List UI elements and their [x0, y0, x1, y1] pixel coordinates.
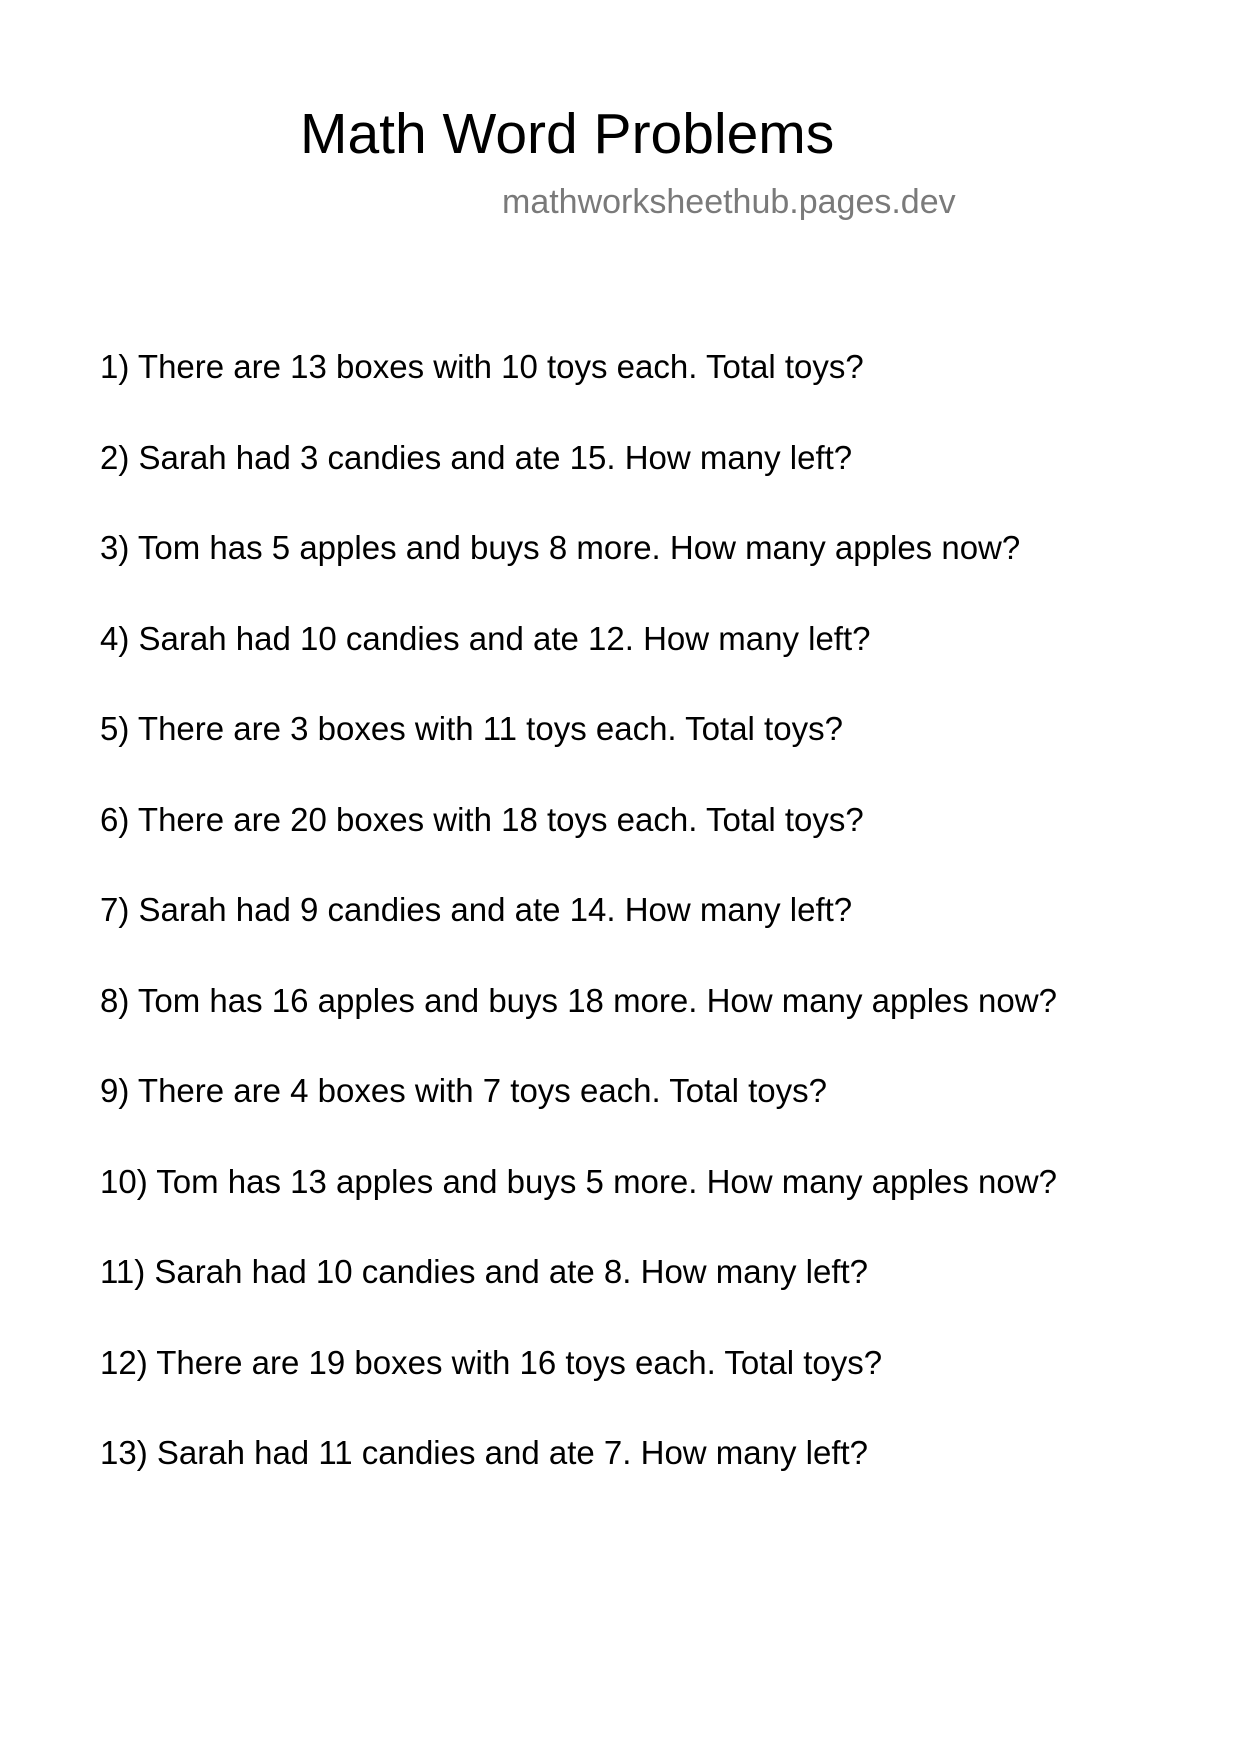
problem-item: 12) There are 19 boxes with 16 toys each. Total toys? [100, 1343, 883, 1381]
problem-list [100, 345, 1057, 1522]
problem-item: 10) Tom has 13 apples and buys 5 more. How many apples now? [100, 1162, 1057, 1200]
problem-item: 1) There are 13 boxes with 10 toys each. Total toys? [100, 348, 864, 385]
problem-item: 9) There are 4 boxes with 7 toys each. Total toys? [100, 1072, 828, 1109]
problem-item: 7) Sarah had 9 candies and ate 14. How many left? [100, 891, 853, 928]
page-title: Math Word Problems [300, 102, 835, 166]
problem-item: 5) There are 3 boxes with 11 toys each. Total toys? [100, 710, 843, 747]
problem-item: 2) Sarah had 3 candies and ate 15. How many left? [100, 438, 853, 476]
problem-item: 8) Tom has 16 apples and buys 18 more. How many apples now? [100, 981, 1057, 1019]
problem-item: 11) Sarah had 10 candies and ate 8. How many left? [100, 1253, 869, 1290]
problem-item: 3) Tom has 5 apples and buys 8 more. How many apples now? [100, 529, 1021, 566]
problem-item: 6) There are 20 boxes with 18 toys each. Total toys? [100, 800, 864, 838]
source-site: mathworksheethub.pages.dev [502, 183, 956, 221]
problem-item: 4) Sarah had 10 candies and ate 12. How many left? [100, 619, 871, 657]
problem-item: 13) Sarah had 11 candies and ate 7. How many left? [100, 1434, 869, 1471]
